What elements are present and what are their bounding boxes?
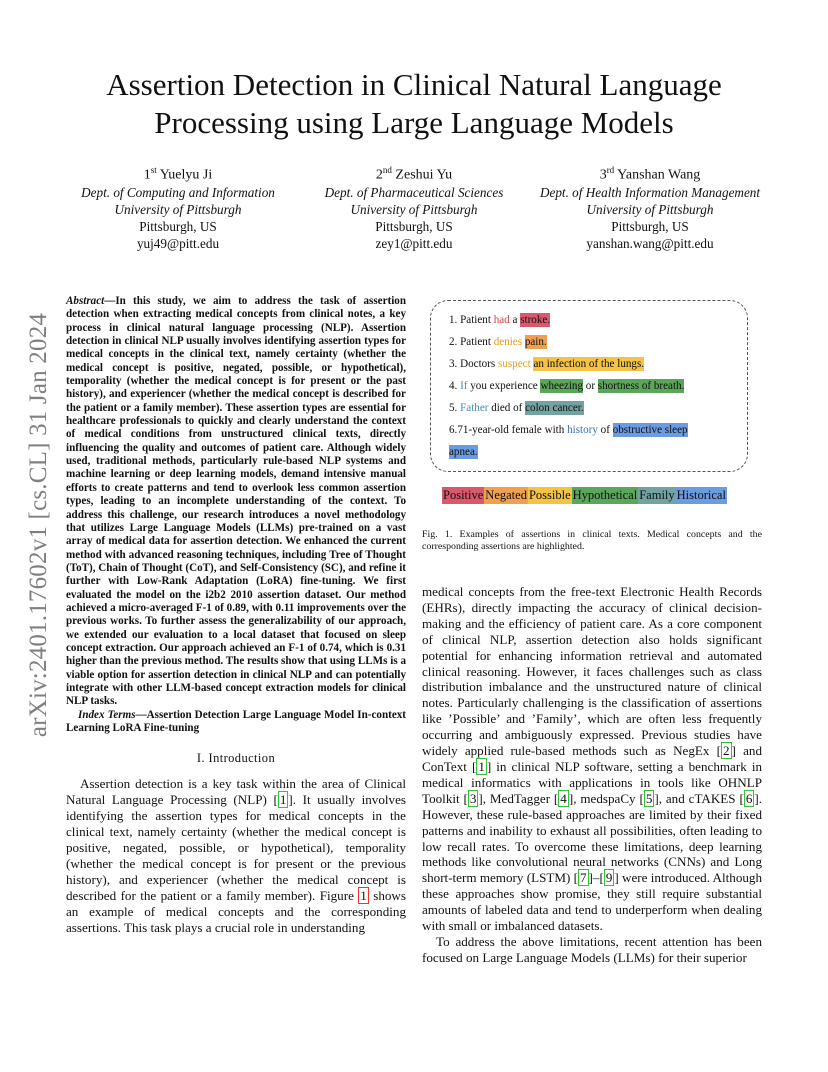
intro-paragraph-continued: medical concepts from the free-text Electronic Health Records (EHRs), directly impacting the accuracy of clinical decision-making and the efficiency of patient care. As a core component of clinical NLP, assertion detection also holds significant potential for enhancing information retrieval and automated clinical reasoning. However, it faces challenges such as class distribution imbalance and the unstructured nature of clinical notes. Particularly challenging is the classification of assertions like ’Possible’ and ’Family’, which are often less frequently occurring and ambiguously expressed. Previous studies have widely applied rule-based methods such as NegEx [ 2 ] and ConText [ 1 ] in clinical NLP software, setting a benchmark in medical informatics with applications in tools like OHNLP Toolkit [ 3 ], MedTagger [ 4 ], medspaCy [ 5 ], and cTAKES [ 6 ]. However, these rule-based approaches are limited by their fixed patterns and inability to exhaust all possibilities, often leading to low recall rates. To overcome these limitations, deep learning methods like convolutional neural networks (CNNs) and Long short-term memory (LSTM) [ 7 ]–[ 9 ] were introduced. Although these approaches show promise, they still require substantial amounts of labeled data and tend to underperform when dealing with small or imbalanced datasets. (422, 584, 763, 934)
legend-negated: Negated (485, 488, 527, 502)
figure-example-2: 2. Patient denies pain. (449, 336, 547, 348)
legend-hypothetical: Hypothetical (572, 488, 638, 502)
legend-family: Family (639, 488, 675, 502)
author-location: Pittsburgh, US (375, 218, 453, 234)
author-email: yuj49@pitt.edu (136, 235, 220, 251)
figure-example-6-cont: apnea. (449, 446, 478, 458)
arxiv-identifier-text: arXiv:2401.17602v1 [cs.CL] 31 Jan 2024 (25, 312, 52, 738)
figure-example-5: 5. Father died of colon cancer. (449, 402, 584, 414)
index-terms-label: Index Terms (78, 708, 136, 721)
author-name: 1st Yuelyu Ji (143, 165, 213, 183)
author-univ: University of Pittsburgh (586, 201, 714, 217)
citation-link[interactable]: 6 (745, 790, 753, 806)
citation-link[interactable]: 3 (469, 790, 477, 806)
arxiv-identifier (24, 290, 54, 760)
citation-link[interactable]: 4 (560, 790, 567, 806)
right-column (422, 584, 762, 966)
paper-title: Assertion Detection in Clinical Natural Language Processing using Large Language Models (106, 67, 722, 140)
figure-1-box (430, 300, 748, 472)
author-dept: Dept. of Pharmaceutical Sciences (324, 184, 504, 200)
author-dept: Dept. of Health Information Management (539, 184, 761, 200)
index-terms-text: —Assertion Detection Large Language Model In-context Learning LoRA Fine-tuning (66, 708, 406, 734)
figure-example-4: 4. If you experience wheezing or shortness of breath. (449, 380, 685, 392)
author-location: Pittsburgh, US (139, 218, 217, 234)
legend-historical: Historical (676, 488, 726, 502)
author-univ: University of Pittsburgh (114, 201, 242, 217)
figure-example-1: 1. Patient had a stroke. (449, 314, 551, 326)
legend-possible: Possible (528, 488, 571, 502)
citation-link[interactable]: 2 (723, 743, 730, 759)
author-location: Pittsburgh, US (611, 218, 689, 234)
author-block (62, 162, 766, 252)
section-heading: I. Introduction (196, 751, 276, 766)
author-univ: University of Pittsburgh (350, 201, 478, 217)
intro-paragraph-2: To address the above limitations, recent attention has been focused on Large Language Models (LLMs) for their superior (422, 933, 762, 965)
figure-example-3: 3. Doctors suspect an infection of the lungs. (449, 358, 645, 370)
abstract (66, 295, 406, 709)
figure-legend (442, 487, 727, 504)
abstract-label: Abstract (66, 295, 105, 307)
figure-caption: Fig. 1. Examples of assertions in clinical texts. Medical concepts and the corresponding assertions are highlighted. (422, 529, 762, 553)
citation-link[interactable]: 5 (645, 790, 653, 806)
abstract-text: —In this study, we aim to address the task of assertion detection when extracting medical concepts from clinical notes, a key process in clinical natural language processing (NLP). Assertion detection in clinical NLP usually involves identifying assertion types for medical concepts in the clinical text, namely certainty (whether the medical concept is positive, negated, possible, or hypothetical), temporality (whether the medical concept is for present or the past history), and experiencer (whether the medical concept is described for the patient or a family member). These assertion types are essential for healthcare professionals to quickly and clearly understand the context of medical conditions from unstructured clinical texts, directly influencing the quality and outcomes of patient care. Although widely used, traditional methods, particularly rule-based NLP systems and machine learning or deep learning models, demand intensive manual efforts to create patterns and tend to overlook less common assertion types, leading to an incomplete understanding of the context. To address this challenge, our research introduces a novel methodology that utilizes Large Language Models (LLMs) pre-trained on a vast array of medical data for assertion detection. We enhanced the current method with advanced reasoning techniques, including Tree of Thought (ToT), Chain of Thought (CoT), and Self-Consistency (SC), and refine it further with Low-Rank Adaptation (LoRA) fine-tuning. We first evaluated the model on the i2b2 2010 assertion dataset. Our method achieved a micro-averaged F-1 of 0.89, with 0.11 improvements over the previous works. To further assess the generalizability of our approach, we extended our evaluation to a local dataset that focused on sleep concept extraction. Our approach achieved an F-1 of 0.74, which is 0.31 higher than the previous method. The results show that using LLMs is a viable option for assertion detection in clinical NLP and can potentially integrate with other LLM-based concept extraction models for clinical NLP tasks. (66, 295, 406, 708)
intro-paragraph: Assertion detection is a key task within the area of Clinical Natural Language Processing (NLP) [ 1 ]. It usually involves identifying the assertion types for medical concepts in the clinical text, namely certainty (whether the medical concept is positive, negated, possible, or hypothetical), temporality (whether the medical concept is for present or the previous history), and experiencer (whether the medical concept is described for the patient or a family member). Figure 1 shows an example of medical concepts and the corresponding assertions. This task plays a crucial role in understanding (66, 776, 406, 935)
author-email: zey1@pitt.edu (375, 235, 453, 251)
figure-example-6: 6.71-year-old female with history of obstructive sleep (449, 424, 688, 436)
author-2 (298, 162, 530, 252)
figure-link[interactable]: 1 (360, 887, 367, 903)
index-terms (66, 709, 406, 736)
author-1 (62, 162, 294, 252)
author-email: yanshan.wang@pitt.edu (586, 235, 714, 251)
author-dept: Dept. of Computing and Information (81, 184, 275, 200)
citation-link[interactable]: 1 (478, 758, 485, 774)
citation-link[interactable]: 1 (279, 792, 287, 808)
citation-link[interactable]: 7 (580, 870, 587, 886)
author-3 (534, 162, 766, 252)
author-name: 2nd Zeshui Yu (375, 165, 453, 183)
author-name: 3rd Yanshan Wang (599, 165, 701, 183)
citation-link[interactable]: 9 (605, 870, 613, 886)
left-column (66, 295, 406, 935)
legend-positive: Positive (443, 488, 484, 502)
